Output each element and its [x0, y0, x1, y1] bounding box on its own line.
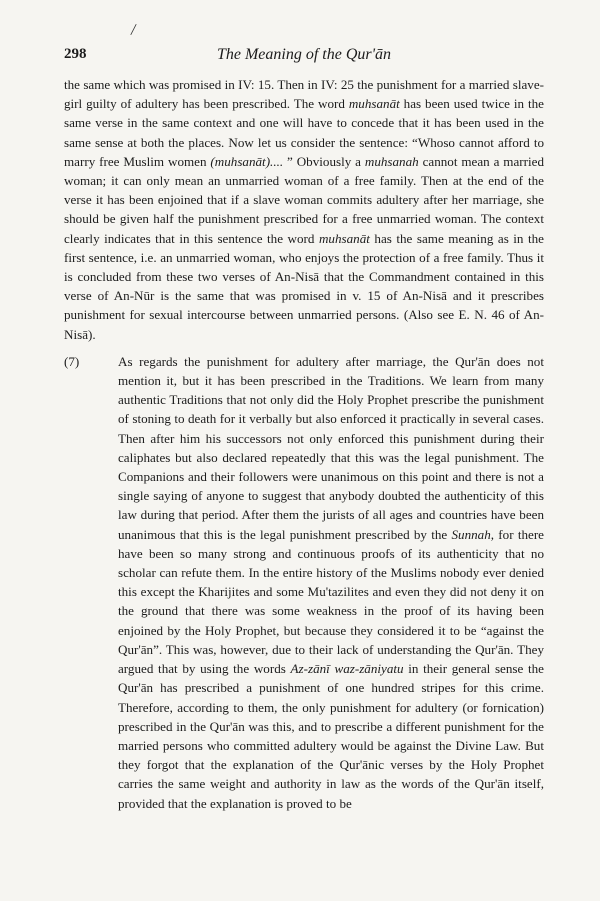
paragraph-2-text: As regards the punishment for adultery after marriage, the Qur'ān does not mention it, but it has been prescribed in the Traditions. We learn from many authentic Traditions that not only did the Holy Prophet prescribe the punishment of stoning to death for it verbally but also enforced it practically in several cases. Then after him his successors not only enforced this punishment during their caliphates but also declared repeatedly that this was the legal punishment. The Companions and their followers were unanimous on this point and there is not a single saying of anyone to suggest that anybody doubted the authenticity of this law during that period. After them the jurists of all ages and countries have been unanimous that this is the legal punishment prescribed by the Sunnah, for there have been so many strong and continuous proofs of its authenticity that no scholar can refute them. In the entire history of the Muslims nobody ever denied this except the Kharijites and some Mu'tazilites and even they did not deny it on the ground that there was some weakness in the proof of its having been enjoined by the Holy Prophet, but because they considered it to be “against the Qur'ān”. This was, however, due to their lack of understanding the Qur'ān. They argued that by using the words Az-zānī waz-zāniyatu in their general sense the Qur'ān has prescribed a punishment of one hundred stripes for this crime. Therefore, according to them, the only punishment for adultery (or fornication) prescribed in the Qur'ān was this, and to prescribe a different punishment for the married persons who committed adultery would be against the Divine Law. But they forgot that the explanation of the Qur'ānic verses by the Holy Prophet carries the same weight and authority in law as the words of the Qur'ān itself, provided that the explanation is proved to be	[118, 353, 544, 811]
page-number: 298	[64, 46, 87, 62]
body-text	[64, 75, 544, 813]
stray-pen-mark: /	[129, 19, 138, 40]
paragraph-2	[64, 352, 544, 813]
page-header	[64, 46, 544, 68]
running-title: The Meaning of the Qur'ān	[216, 46, 392, 63]
paragraph-number: (7)	[64, 353, 80, 369]
paragraph-1: the same which was promised in IV: 15. Then in IV: 25 the punishment for a married slave-girl guilty of adultery has been prescribed. The word muhsanāt has been used twice in the same verse in the same context and one will have to concede that it has been used in the same sense at both the places. Now let us consider the sentence: “Whoso cannot afford to marry free Muslim women (muhsanāt).... ” Obviously a muhsanah cannot mean a married woman; it can only mean an unmarried woman of a free family. Then at the end of the verse it has been enjoined that if a slave woman commits adultery after her marriage, she should be given half the punishment prescribed for a free unmarried woman. The context clearly indicates that in this sentence the word muhsanāt has the same meaning as in the first sentence, i.e. an unmarried woman, who enjoys the protection of a free family. Thus it is concluded from these two verses of An-Nisā that the Commandment contained in this verse of An-Nūr is the same that was promised in v. 15 of An-Nisā and it prescribes punishment for sexual intercourse between unmarried persons. (Also see E. N. 46 of An-Nisā).	[64, 77, 544, 342]
